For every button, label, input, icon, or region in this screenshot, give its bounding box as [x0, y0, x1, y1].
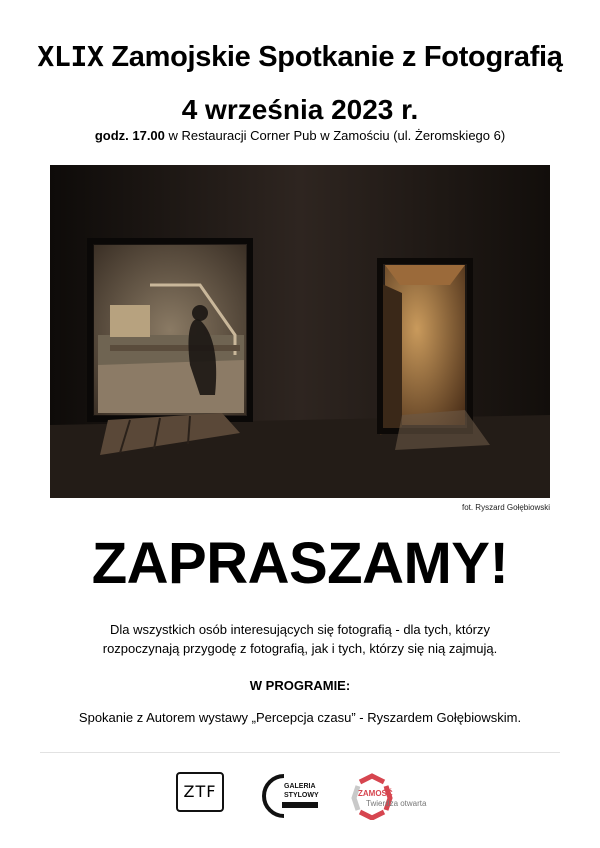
event-date: 4 września 2023 r. [181, 94, 419, 125]
galeria-line1: GALERIA [284, 783, 316, 790]
event-description: Dla wszystkich osób interesujących się fotografią - dla tych, którzy rozpoczynają przygodę z fotografią, jak i tych, którzy się nią zajmują. [102, 622, 498, 656]
title-text: Zamojskie Spotkanie z Fotografią [111, 41, 563, 73]
photo-credit: fot. Ryszard Gołębiowski [461, 503, 550, 512]
galeria-line2: STYLOWY [284, 792, 319, 799]
poster-title [0, 40, 600, 74]
program-heading: W PROGRAMIE: [249, 678, 351, 693]
program-item: Spokanie z Autorem wystawy „Percepcja czasu” - Ryszardem Gołębiowskim. [78, 710, 522, 725]
event-venue [0, 128, 600, 143]
ztf-logo-text: ZTF [183, 782, 217, 801]
zamosc-line2: Twierdza otwarta [366, 799, 427, 808]
event-place: w Restauracji Corner Pub w Zamościu (ul. Żeromskiego 6) [168, 128, 506, 143]
galeria-stylowy-logo [262, 772, 322, 820]
photo-illustration [50, 165, 550, 498]
zamosc-mark [350, 772, 450, 820]
invite-headline: ZAPRASZAMY! [91, 531, 509, 596]
zamosc-logo [350, 772, 450, 820]
zamosc-line1: ZAMOŚĆ [358, 789, 393, 798]
galeria-stylowy-mark [262, 772, 322, 820]
footer-divider [40, 752, 560, 753]
ztf-logo [176, 772, 224, 812]
title-edition-number: XLIX [37, 40, 104, 73]
featured-photo [50, 165, 550, 498]
event-time: godz. 17.00 [94, 128, 165, 143]
